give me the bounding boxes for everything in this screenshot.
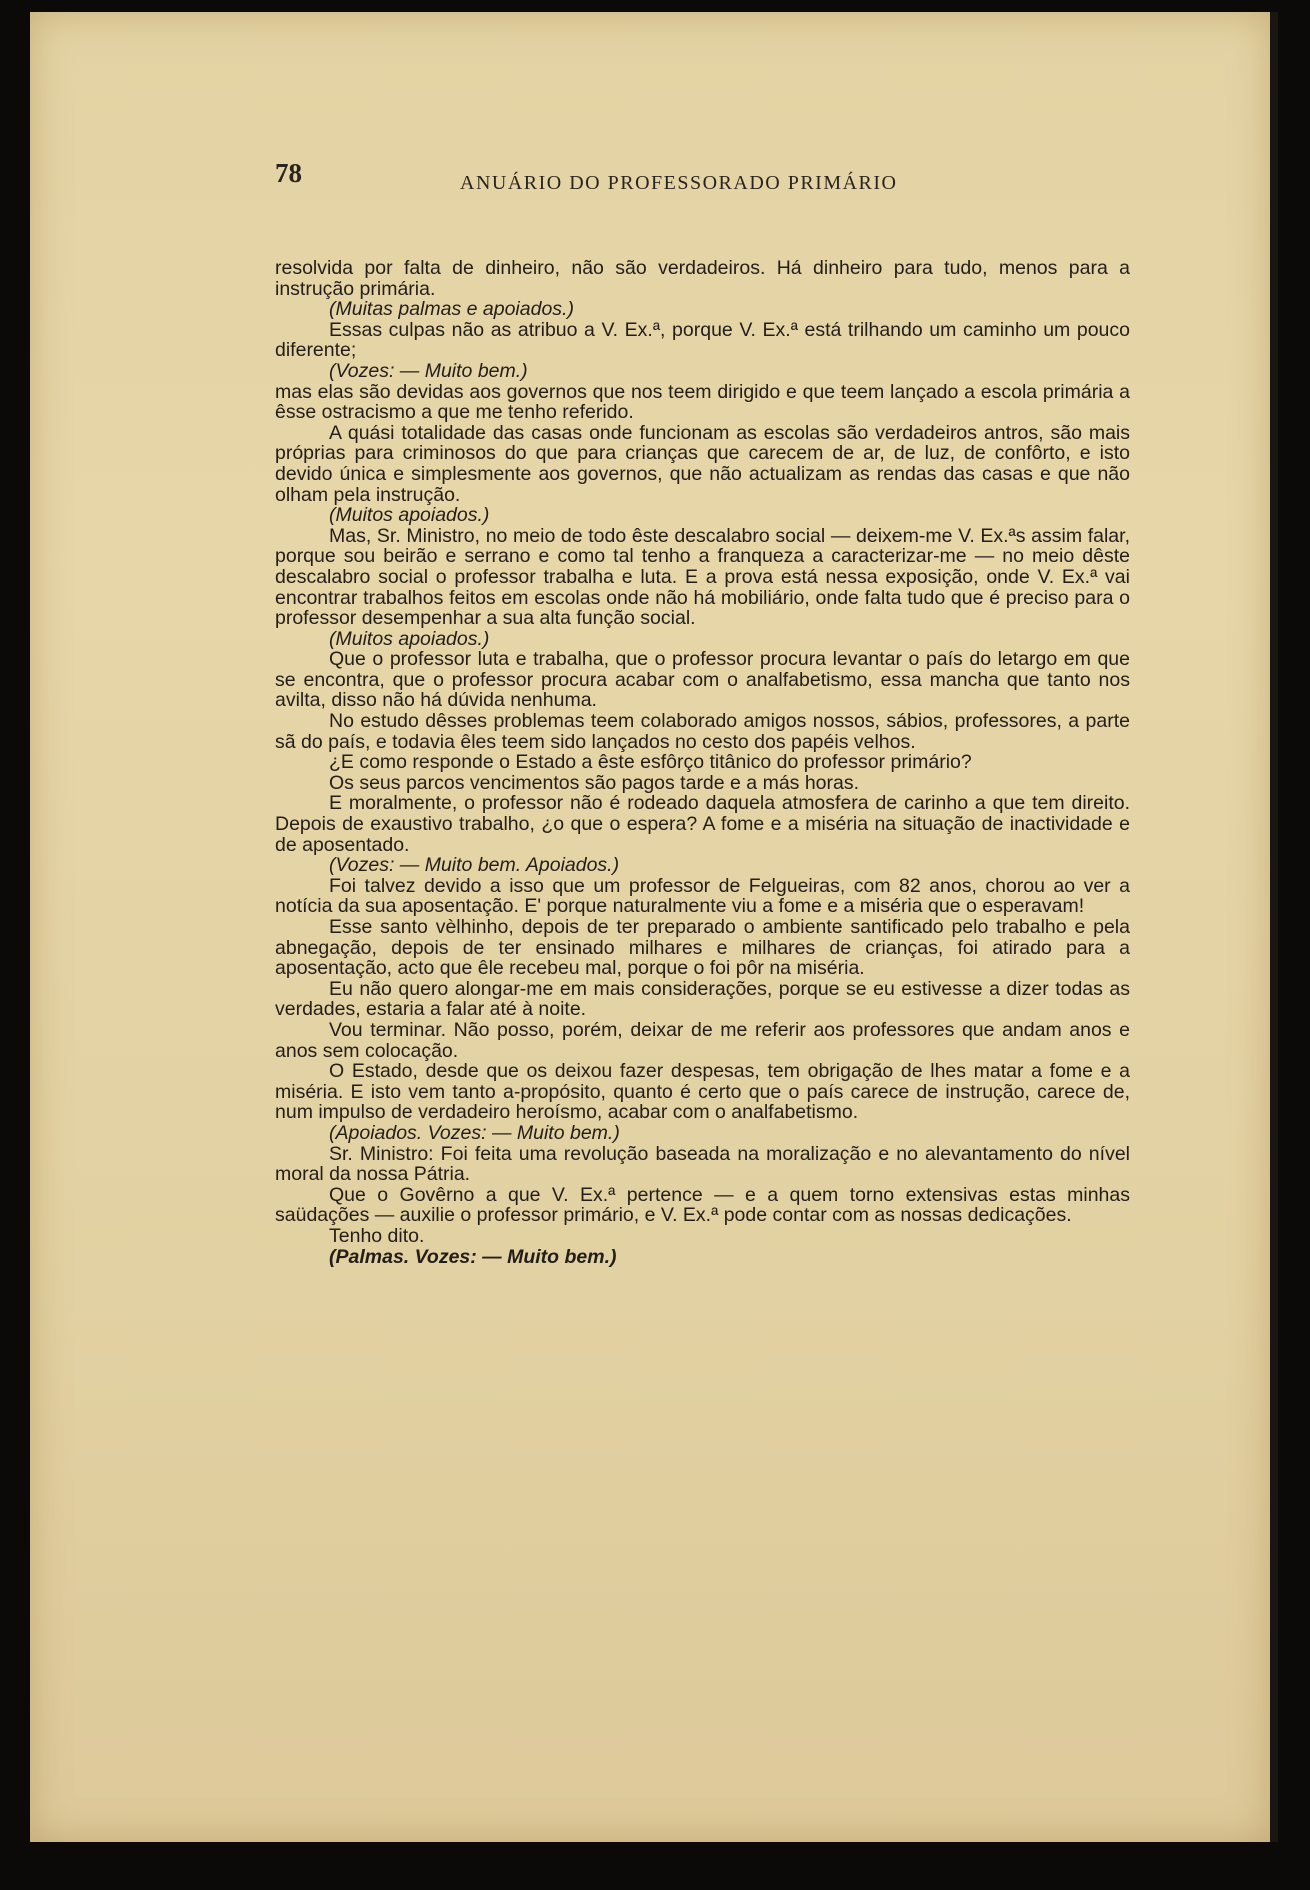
interjection: (Apoiados. Vozes: — Muito bem.) <box>329 1121 620 1144</box>
paragraph: Que o professor luta e trabalha, que o professor procura levantar o país do letargo em que se encontra, que o professor procura acabar com o analfabetismo, essa mancha que tanto nos avilta, disso não há dúvida nenhuma. <box>275 648 1130 712</box>
paragraph: Sr. Ministro: Foi feita uma revolução baseada na moralização e no alevantamento do nível moral da nossa Pátria. <box>275 1142 1130 1186</box>
paragraph: O Estado, desde que os deixou fazer despesas, tem obrigação de lhes matar a fome e a miséria. E isto vem tanto a-propósito, quanto é certo que o país carece de instrução, carece de, num impulso de verdadeiro heroísmo, acabar com o analfabetismo. <box>275 1060 1130 1124</box>
paragraph: mas elas são devidas aos governos que nos teem dirigido e que teem lançado a escola primária a êsse ostracismo a que me tenho referido. <box>275 380 1130 424</box>
paragraph: E moralmente, o professor não é rodeado daquela atmosfera de carinho a que tem direito. Depois de exaustivo trabalho, ¿o que o espera? A fome e a miséria na situação de inactividade e de aposentado. <box>275 792 1130 856</box>
interjection: (Vozes: — Muito bem. Apoiados.) <box>329 854 620 877</box>
paragraph: Tenho dito. <box>329 1224 425 1247</box>
paragraph: Mas, Sr. Ministro, no meio de todo êste descalabro social — deixem-me V. Ex.ªs assim falar, porque sou beirão e serrano e como tal tenho a franqueza a caracterizar-me — no meio dêste descalabro social o professor trabalha e luta. E a prova está nessa exposição, onde V. Ex.ª vai encontrar trabalhos feitos em escolas onde não há mobiliário, onde falta tudo que é preciso para o professor desempenhar a sua alta função social. <box>275 524 1130 630</box>
paragraph: Vou terminar. Não posso, porém, deixar de me referir aos professores que andam anos e anos sem colocação. <box>275 1018 1130 1062</box>
paragraph: Os seus parcos vencimentos são pagos tarde e a más horas. <box>329 771 860 794</box>
paragraph: Esse santo vèlhinho, depois de ter preparado o ambiente santificado pelo trabalho e pela abnegação, depois de ter ensinado milhares e milhares de crianças, foi atirado para a aposentação, acto que êle recebeu mal, porque o foi pôr na miséria. <box>275 916 1130 980</box>
interjection: (Muitos apoiados.) <box>329 627 490 650</box>
interjection: (Palmas. Vozes: — Muito bem.) <box>329 1245 617 1268</box>
page-number: 78 <box>275 158 302 188</box>
interjection: (Vozes: — Muito bem.) <box>329 359 528 382</box>
running-title: ANUÁRIO DO PROFESSORADO PRIMÁRIO <box>460 172 898 194</box>
paragraph: No estudo dêsses problemas teem colaborado amigos nossos, sábios, professores, a parte sã do país, e todavia êles teem sido lançados no cesto dos papéis velhos. <box>275 710 1130 753</box>
paragraph: Que o Govêrno a que V. Ex.ª pertence — e a quem torno extensivas estas minhas saüdações — auxilie o professor primário, e V. Ex.ª pode contar com as nossas dedicações. <box>275 1183 1130 1227</box>
paragraph: A quási totalidade das casas onde funcionam as escolas são verdadeiros antros, são mais próprias para criminosos do que para crianças que carecem de ar, de luz, de confôrto, e isto devido única e simplesmente aos governos, que não actualizam as rendas das casas e que não olham pela instrução. <box>275 421 1130 506</box>
page-header <box>275 158 965 198</box>
interjection: (Muitos apoiados.) <box>329 504 490 527</box>
paragraph: resolvida por falta de dinheiro, não são verdadeiros. Há dinheiro para tudo, menos para a instrução primária. <box>275 257 1130 300</box>
paragraph: ¿E como responde o Estado a êste esfôrço titânico do professor primário? <box>329 751 972 774</box>
paragraph: Eu não quero alongar-me em mais considerações, porque se eu estivesse a dizer todas as verdades, estaria a falar até à noite. <box>275 977 1130 1021</box>
paragraph: Essas culpas não as atribuo a V. Ex.ª, porque V. Ex.ª está trilhando um caminho um pouco diferente; <box>275 318 1130 362</box>
interjection: (Muitas palmas e apoiados.) <box>329 298 574 321</box>
speech-body <box>275 258 1130 1267</box>
paragraph: Foi talvez devido a isso que um professor de Felgueiras, com 82 anos, chorou ao ver a notícia da sua aposentação. E' porque naturalmente viu a fome e a miséria que o esperavam! <box>275 874 1130 918</box>
page-fold <box>1270 12 1278 1842</box>
